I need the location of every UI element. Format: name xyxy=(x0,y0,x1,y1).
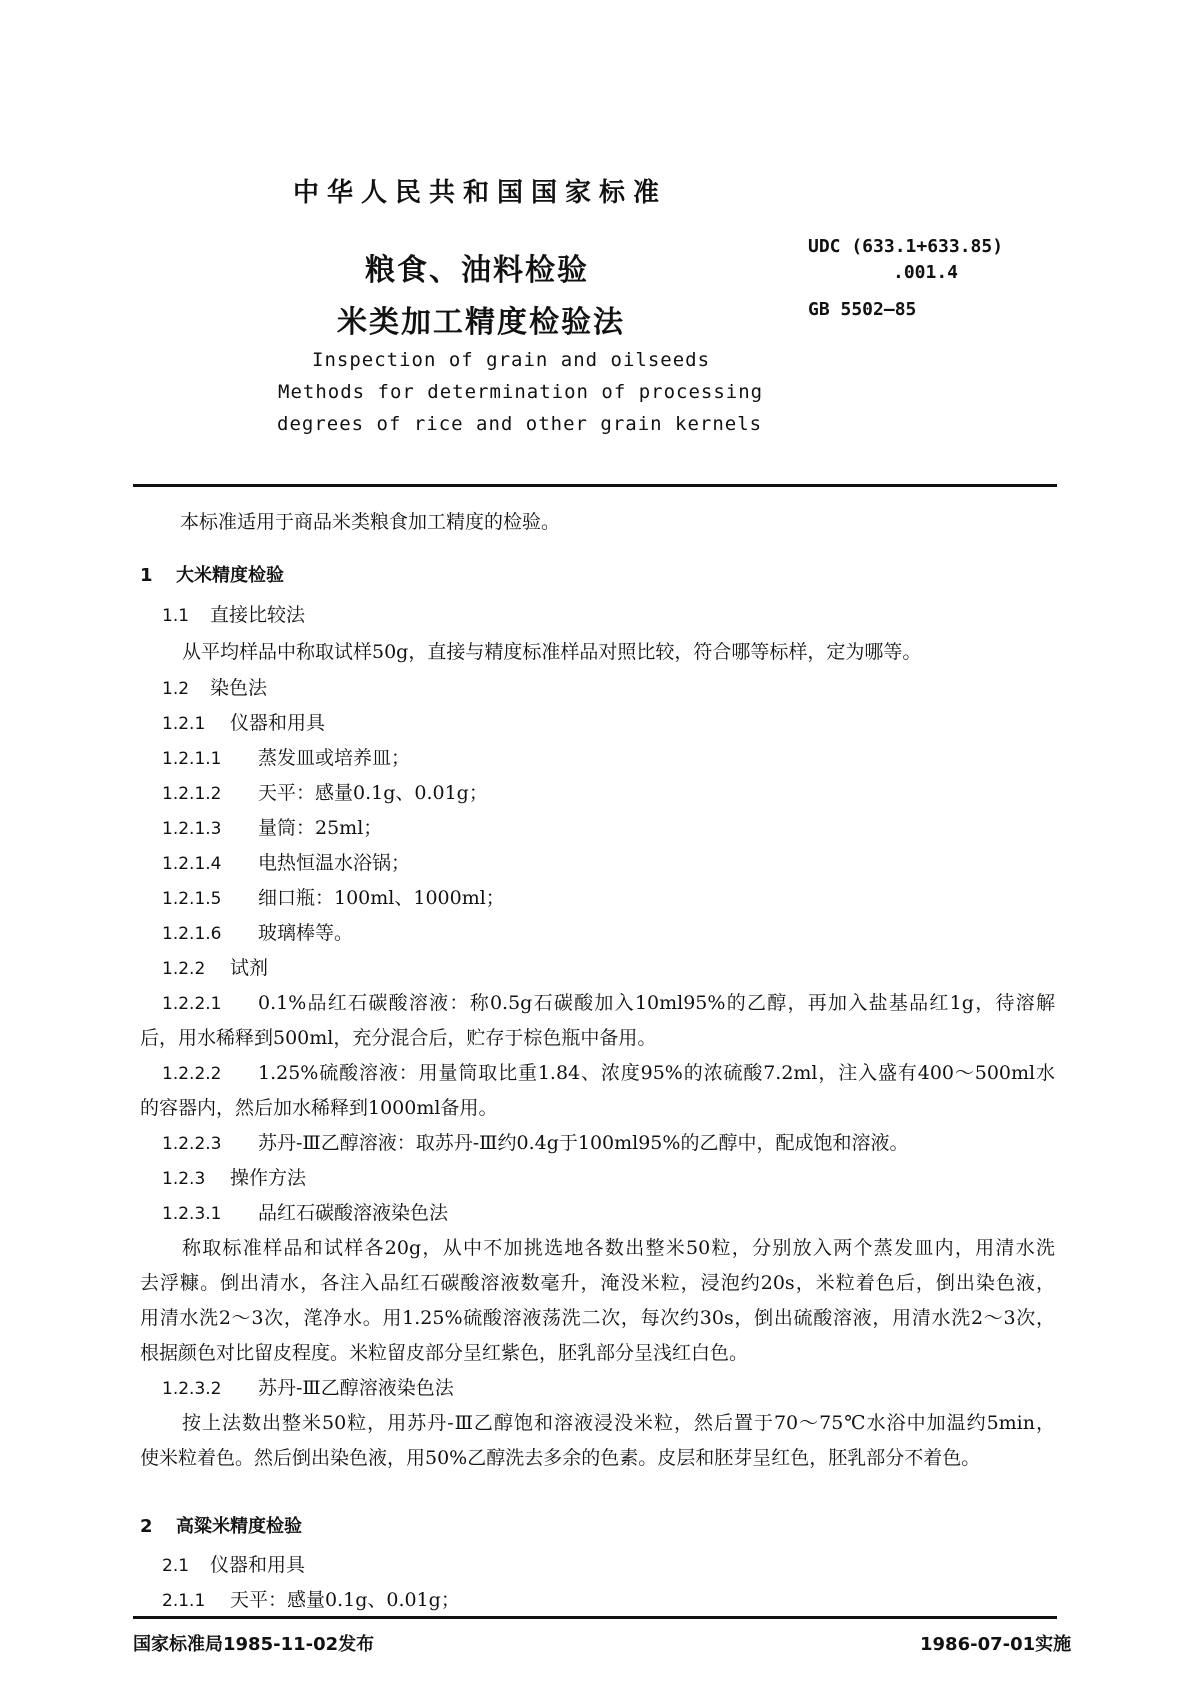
english-title-line-2: Methods for determination of processing xyxy=(278,381,764,403)
list-item xyxy=(162,918,353,945)
clause-number: 1.2.2 xyxy=(162,959,206,979)
footer-divider xyxy=(133,1616,1057,1619)
clause-2-1 xyxy=(162,1550,305,1577)
clause-number: 1.2.3 xyxy=(162,1169,206,1189)
item-number: 1.2.1.2 xyxy=(162,784,222,804)
udc-code-line-1: UDC (633.1+633.85) xyxy=(808,236,1004,257)
item-number: 1.2.1.1 xyxy=(162,749,222,769)
clause-text: 0.1%品红石碳酸溶液：称0.5g石碳酸加入10ml95%的乙醇，再加入盐基品红1g，待溶解 xyxy=(258,992,1055,1014)
title-line-1: 粮食、油料检验 xyxy=(365,253,589,288)
item-number: 1.2.1.3 xyxy=(162,819,222,839)
clause-1-2-2-1-line-2: 后，用水稀释到500ml，充分混合后，贮存于棕色瓶中备用。 xyxy=(140,1027,657,1049)
item-text: 玻璃棒等。 xyxy=(258,922,354,944)
clause-1-2-2-2-line-2: 的容器内，然后加水稀释到1000ml备用。 xyxy=(140,1097,498,1119)
clause-number: 1.2.1 xyxy=(162,714,206,734)
clause-number: 1.2.2.3 xyxy=(162,1134,222,1154)
clause-title: 操作方法 xyxy=(230,1167,307,1189)
country-heading: 中华人民共和国国家标准 xyxy=(293,178,668,208)
clause-title: 试剂 xyxy=(230,957,269,979)
clause-title: 染色法 xyxy=(210,677,268,699)
clause-1-2 xyxy=(162,673,267,700)
clause-number: 1.2.3.2 xyxy=(162,1379,222,1399)
section-number: 2 xyxy=(140,1516,153,1537)
title-line-2: 米类加工精度检验法 xyxy=(337,305,625,340)
effective-date: 1986-07-01实施 xyxy=(920,1634,1072,1655)
gb-number: GB 5502—85 xyxy=(808,299,917,320)
udc-code-line-2: .001.4 xyxy=(893,262,959,283)
list-item xyxy=(162,848,410,875)
item-number: 1.2.1.4 xyxy=(162,854,222,874)
clause-1-2-3 xyxy=(162,1163,306,1190)
clause-number: 1.2.2.1 xyxy=(162,994,222,1014)
clause-1-2-3-1-line-2: 去浮糠。倒出清水，各注入品红石碳酸溶液数毫升，淹没米粒，浸泡约20s，米粒着色后，倒出染色液， xyxy=(140,1272,1055,1294)
list-item xyxy=(162,778,488,805)
english-title-line-3: degrees of rice and other grain kernels xyxy=(277,413,763,435)
clause-2-1-1 xyxy=(162,1585,460,1612)
issue-date: 国家标准局1985-11-02发布 xyxy=(133,1634,375,1655)
clause-text: 天平：感量0.1g、0.01g； xyxy=(230,1589,460,1611)
clause-1-2-3-2 xyxy=(162,1373,454,1400)
clause-text: 苏丹-Ⅲ乙醇溶液：取苏丹-Ⅲ约0.4g于100ml95%的乙醇中，配成饱和溶液。 xyxy=(258,1132,909,1154)
section-number: 1 xyxy=(140,565,153,586)
clause-1-2-2-2-line-1 xyxy=(162,1058,1055,1085)
clause-number: 1.2.3.1 xyxy=(162,1204,222,1224)
item-number: 1.2.1.6 xyxy=(162,924,222,944)
item-text: 量筒：25ml； xyxy=(258,817,383,839)
item-text: 天平：感量0.1g、0.01g； xyxy=(258,782,488,804)
clause-1-2-1 xyxy=(162,708,325,735)
item-text: 蒸发皿或培养皿； xyxy=(258,747,411,769)
clause-1-2-2-1-line-1 xyxy=(162,988,1055,1015)
clause-title: 品红石碳酸溶液染色法 xyxy=(258,1202,449,1224)
clause-1-2-2-3 xyxy=(162,1128,908,1155)
clause-title: 仪器和用具 xyxy=(230,712,326,734)
intro-paragraph: 本标准适用于商品米类粮食加工精度的检验。 xyxy=(180,511,561,533)
clause-1-2-3-1-line-4: 根据颜色对比留皮程度。米粒留皮部分呈红紫色，胚乳部分呈浅红白色。 xyxy=(140,1342,749,1364)
list-item xyxy=(162,743,410,770)
section-title: 大米精度检验 xyxy=(176,565,284,586)
clause-number: 2.1.1 xyxy=(162,1591,206,1611)
section-title: 高粱米精度检验 xyxy=(176,1516,302,1537)
clause-number: 1.2.2.2 xyxy=(162,1064,222,1084)
section-1-heading xyxy=(140,561,284,587)
list-item xyxy=(162,883,505,910)
top-divider xyxy=(133,484,1057,487)
clause-1-2-3-2-line-2: 使米粒着色。然后倒出染色液，用50%乙醇洗去多余的色素。皮层和胚芽呈红色，胚乳部分不着色。 xyxy=(140,1447,981,1469)
clause-title: 仪器和用具 xyxy=(210,1554,306,1576)
clause-1-2-3-1-line-3: 用清水洗2～3次，滗净水。用1.25%硫酸溶液荡洗二次，每次约30s，倒出硫酸溶液，用清水洗2～3次， xyxy=(140,1307,1055,1329)
clause-1-2-3-1-line-1: 称取标准样品和试样各20g，从中不加挑选地各数出整米50粒，分别放入两个蒸发皿内，用清水洗 xyxy=(182,1237,1055,1259)
clause-1-2-2 xyxy=(162,953,268,980)
clause-title: 苏丹-Ⅲ乙醇溶液染色法 xyxy=(258,1377,454,1399)
clause-text: 1.25%硫酸溶液：用量筒取比重1.84、浓度95%的浓硫酸7.2ml，注入盛有400～500ml水 xyxy=(258,1062,1055,1084)
section-2-heading xyxy=(140,1512,302,1538)
clause-1-1 xyxy=(162,600,305,627)
clause-number: 1.2 xyxy=(162,679,190,699)
english-title-line-1: Inspection of grain and oilseeds xyxy=(312,349,711,371)
list-item xyxy=(162,813,382,840)
item-text: 细口瓶：100ml、1000ml； xyxy=(258,887,505,909)
item-number: 1.2.1.5 xyxy=(162,889,222,909)
clause-1-2-3-2-line-1: 按上法数出整米50粒，用苏丹-Ⅲ乙醇饱和溶液浸没米粒，然后置于70～75℃水浴中加温约5min， xyxy=(182,1412,1055,1434)
clause-1-1-text: 从平均样品中称取试样50g，直接与精度标准样品对照比较，符合哪等标样，定为哪等。 xyxy=(182,641,922,663)
clause-title: 直接比较法 xyxy=(210,604,306,626)
clause-number: 1.1 xyxy=(162,606,190,626)
item-text: 电热恒温水浴锅； xyxy=(258,852,411,874)
clause-number: 2.1 xyxy=(162,1556,190,1576)
clause-1-2-3-1 xyxy=(162,1198,448,1225)
